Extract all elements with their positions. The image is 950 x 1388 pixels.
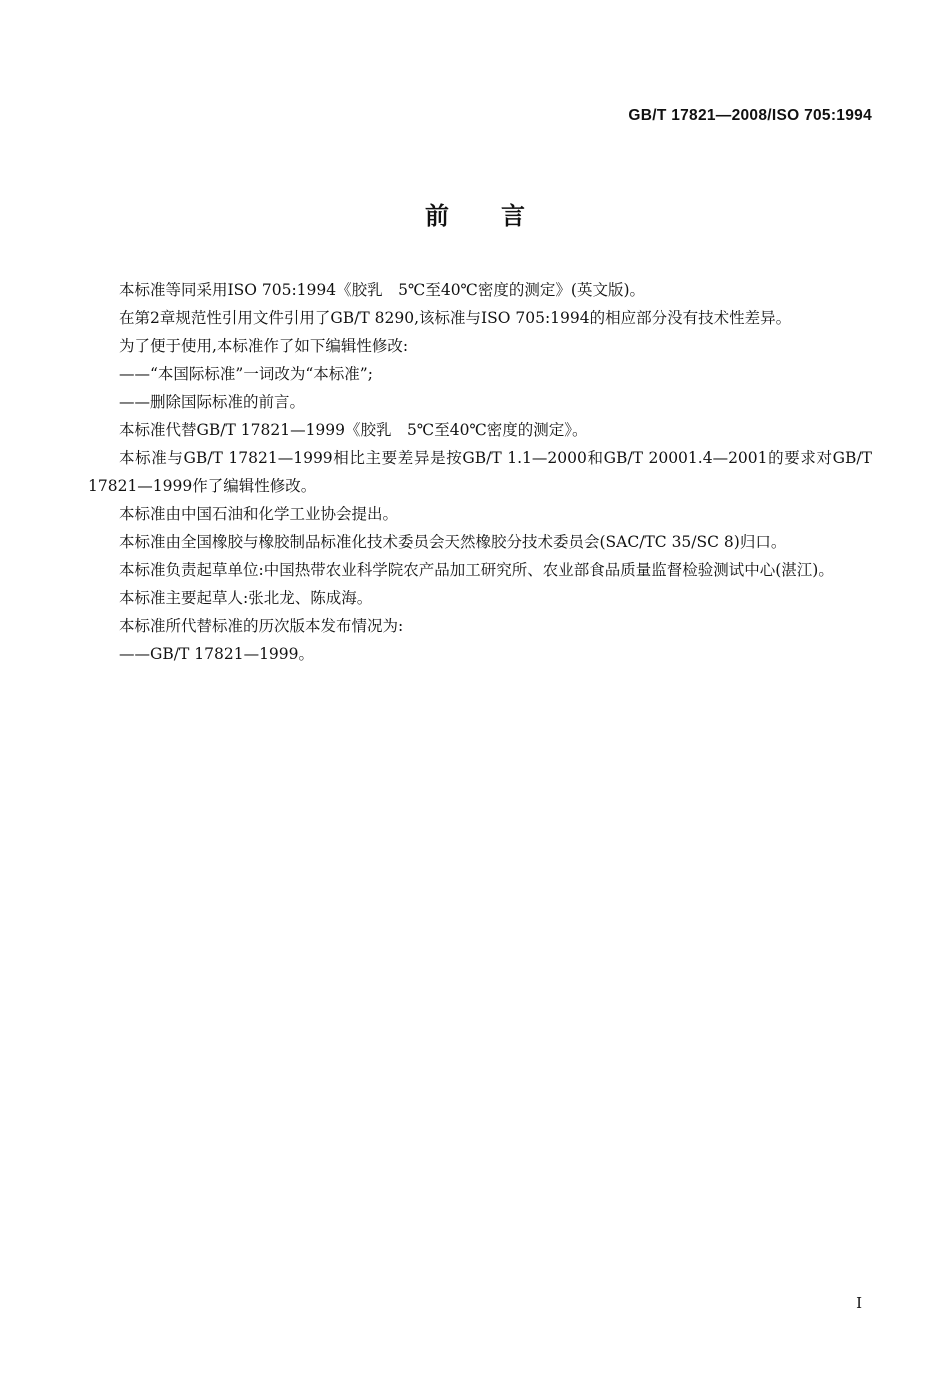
list-item: ——删除国际标准的前言。 <box>119 393 306 411</box>
paragraph: 在第2章规范性引用文件引用了GB/T 8290,该标准与ISO 705:1994的相应部分没有技术性差异。 <box>119 309 792 327</box>
paragraph: 本标准负责起草单位:中国热带农业科学院农产品加工研究所、农业部食品质量监督检验测试中心(湛江)。 <box>119 561 834 579</box>
page-title: 前言 <box>425 202 577 230</box>
paragraph: 本标准主要起草人:张北龙、陈成海。 <box>119 589 373 607</box>
list-item: ——“本国际标准”一词改为“本标准”; <box>119 365 373 383</box>
paragraph: 本标准等同采用ISO 705:1994《胶乳 5℃至40℃密度的测定》(英文版)。 <box>119 281 645 299</box>
paragraph: 本标准由全国橡胶与橡胶制品标准化技术委员会天然橡胶分技术委员会(SAC/TC 35/SC 8)归口。 <box>119 533 787 551</box>
standard-number-header: GB/T 17821—2008/ISO 705:1994 <box>628 107 872 124</box>
foreword-body <box>88 276 872 668</box>
paragraph: 为了便于使用,本标准作了如下编辑性修改: <box>119 337 409 355</box>
list-item: ——GB/T 17821—1999。 <box>119 645 315 663</box>
page-number: I <box>856 1294 862 1312</box>
paragraph: 本标准由中国石油和化学工业协会提出。 <box>119 505 399 523</box>
paragraph: 本标准与GB/T 17821—1999相比主要差异是按GB/T 1.1—2000和GB/T 20001.4—2001的要求对GB/T 17821—1999作了编辑性修改。 <box>88 449 872 495</box>
paragraph: 本标准所代替标准的历次版本发布情况为: <box>119 617 404 635</box>
paragraph: 本标准代替GB/T 17821—1999《胶乳 5℃至40℃密度的测定》。 <box>119 421 588 439</box>
